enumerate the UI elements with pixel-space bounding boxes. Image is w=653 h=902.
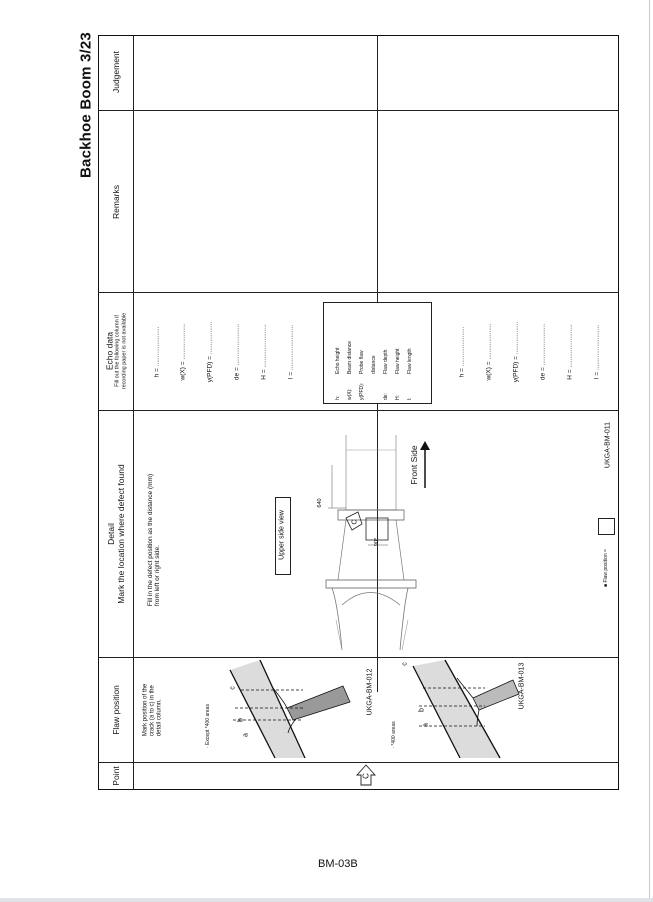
flaw-area1-note: · Except *400 areas	[205, 704, 211, 748]
legend-de-desc: Flaw depth	[383, 349, 389, 374]
page-edge-bottom	[0, 898, 653, 902]
flaw-label-a2: a	[422, 723, 430, 727]
col-divider-remarks	[98, 292, 619, 293]
page-title: Backhoe Boom 3/23	[77, 32, 95, 178]
flaw-position-label: ■ Flaw position =	[603, 549, 609, 587]
flaw-code-1: UKGA-BM-012	[366, 668, 374, 716]
flaw-instruction-line1: Mark position of the	[142, 683, 149, 737]
header-point: Point	[111, 766, 121, 786]
header-row-divider	[133, 35, 134, 790]
legend-l	[407, 304, 413, 400]
flaw-label-c1: c	[229, 686, 237, 690]
header-echo-data	[105, 313, 128, 389]
echo-field-de-2[interactable]: de = .......................	[539, 323, 547, 381]
flaw-label-a1: a	[242, 733, 250, 737]
detail-code: UKGA-BM-011	[604, 421, 612, 469]
legend-y	[359, 304, 365, 400]
header-echo-note1: Fill out the following column if	[114, 315, 121, 387]
legend-y-cont-desc: distance	[371, 355, 377, 374]
point-marker-label: C	[361, 773, 371, 779]
flaw-instruction	[143, 684, 164, 736]
flaw-position-checkbox[interactable]	[598, 518, 615, 535]
flaw-area2-note: · *400 areas	[391, 721, 397, 749]
echo-field-y-1[interactable]: y(PFD) = ..................	[206, 321, 214, 383]
front-side-label: Front Side	[409, 445, 419, 485]
header-detail	[106, 464, 126, 603]
legend-l-desc: Flaw length	[407, 348, 413, 374]
detail-marker-c: C	[351, 519, 359, 525]
echo-field-w-1[interactable]: w(X) = ....................	[179, 323, 187, 381]
legend-H-sym: H:	[395, 395, 401, 400]
flaw-label-b1: b	[237, 718, 245, 722]
detail-instruction	[147, 474, 161, 606]
echo-field-l-1[interactable]: l = .........................	[287, 325, 295, 379]
header-echo-title: Echo data	[104, 331, 115, 371]
header-remarks: Remarks	[111, 184, 121, 220]
legend-y-cont	[371, 304, 377, 400]
header-echo-note2: recording paper is not available	[121, 312, 127, 390]
legend-H-desc: Flaw height	[395, 348, 401, 374]
header-detail-title: Detail	[106, 523, 116, 545]
col-divider-judgement	[98, 110, 619, 111]
legend-de-sym: de:	[383, 393, 389, 400]
detail-instruction-line2: from left or right side.	[154, 545, 161, 607]
echo-field-H-2[interactable]: H = ........................	[566, 324, 574, 380]
dim-640-label: 640	[317, 498, 323, 508]
legend-w-sym: w(X):	[347, 388, 353, 400]
flaw-diagram-1	[215, 658, 365, 760]
flaw-label-c2: c	[401, 662, 409, 666]
boom-drawing	[318, 420, 423, 652]
legend-w	[347, 304, 353, 400]
echo-field-l-2[interactable]: l = .........................	[593, 325, 601, 379]
front-side-arrow-icon	[418, 440, 432, 490]
legend-y-sym: y(PFD):	[359, 382, 365, 400]
page-edge-right	[649, 0, 650, 902]
upper-side-view-label: Upper side view	[278, 510, 286, 560]
echo-field-h-2[interactable]: h = ......................	[458, 326, 466, 378]
echo-field-de-1[interactable]: de = .......................	[233, 323, 241, 381]
legend-H	[395, 304, 401, 400]
echo-field-H-1[interactable]: H = ........................	[260, 324, 268, 380]
legend-l-sym: l:	[407, 397, 413, 400]
col-divider-echo	[98, 410, 619, 411]
legend-de	[383, 304, 389, 400]
flaw-label-b2: b	[418, 708, 426, 712]
legend-h	[335, 304, 341, 400]
flaw-instruction-line3: detail column.	[156, 699, 163, 737]
header-judgement: Judgement	[111, 50, 121, 94]
header-detail-subtitle: Mark the location where defect found	[116, 464, 126, 604]
dim-90-label: 90*	[374, 537, 380, 547]
echo-field-h-1[interactable]: h = ......................	[153, 326, 161, 378]
legend-w-desc: Beam distance	[347, 340, 353, 374]
flaw-instruction-line2: crack (a to c) in the	[149, 685, 156, 737]
legend-h-desc: Echo height	[335, 347, 341, 374]
detail-instruction-line1: Fill in the defect position as the distance (mm)	[147, 473, 154, 607]
flaw-code-2: UKGA-BM-013	[518, 662, 526, 710]
legend-y-desc: Probe flaw	[359, 350, 365, 374]
page-footer-code: BM-03B	[318, 858, 358, 870]
echo-field-w-2[interactable]: w(X) = ....................	[485, 323, 493, 381]
echo-field-y-2[interactable]: y(PFD) = ..................	[512, 321, 520, 383]
legend-h-sym: h:	[335, 395, 341, 400]
header-flaw-position: Flaw position	[111, 685, 121, 735]
